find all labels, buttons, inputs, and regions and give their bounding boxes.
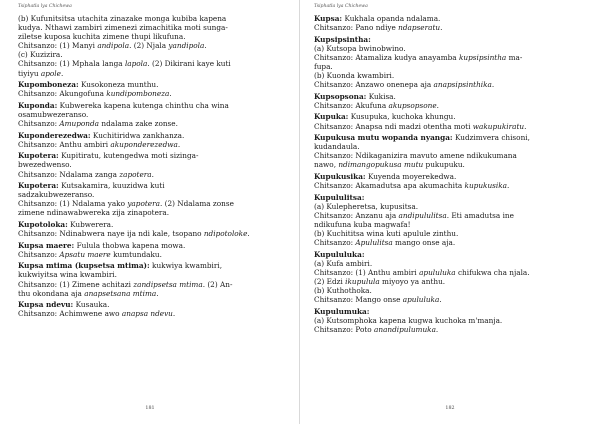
headword: Kupukusika: bbox=[314, 172, 366, 181]
text-run: Chitsanzo: (1) Mphala langa bbox=[18, 59, 125, 69]
dictionary-entry bbox=[314, 14, 584, 32]
dictionary-entry bbox=[18, 151, 289, 178]
text-run: Chitsanzo: (1) Manyi bbox=[18, 41, 98, 51]
text-run: Chitsanzo: Poto bbox=[314, 325, 375, 334]
entry-line bbox=[18, 59, 289, 68]
entry-line bbox=[314, 133, 584, 142]
text-run: Chitsanzo: bbox=[18, 249, 60, 259]
example-word: ndipotoloke bbox=[203, 229, 248, 239]
entry-line bbox=[314, 268, 584, 277]
entry-line bbox=[314, 193, 584, 202]
entry-line bbox=[18, 160, 289, 169]
entry-line bbox=[18, 289, 289, 298]
text-run: . bbox=[247, 229, 250, 239]
text-run: Chitsanzo: Ndalama zanga bbox=[18, 169, 120, 179]
text-run: . (2) An- bbox=[202, 279, 233, 289]
text-run: Kubwerera. bbox=[67, 219, 114, 229]
text-run: kumtundaku. bbox=[110, 249, 162, 259]
entry-line bbox=[18, 309, 289, 318]
text-run: . bbox=[60, 68, 64, 78]
entry-line bbox=[314, 202, 584, 211]
entry-line bbox=[314, 286, 584, 295]
text-run: ma- bbox=[506, 52, 523, 62]
headword: Kupotoloka: bbox=[18, 219, 68, 229]
example-word: kupsipsintha bbox=[458, 52, 507, 62]
text-run: (a) Kutsopa bwinobwino. bbox=[314, 43, 406, 53]
entry-line bbox=[314, 62, 584, 71]
text-run: Chitsanzo: (1) Ndalama yako bbox=[18, 199, 128, 209]
text-run: pukupuku. bbox=[423, 160, 465, 170]
example-word: kupukusika bbox=[464, 181, 508, 191]
entry-line bbox=[314, 307, 584, 316]
entry-line bbox=[18, 140, 289, 149]
dictionary-entry bbox=[18, 181, 289, 217]
text-run: . bbox=[172, 309, 176, 319]
entry-line bbox=[18, 89, 289, 98]
headword: Kupululuka: bbox=[314, 249, 365, 259]
entry-line bbox=[18, 261, 289, 270]
text-run: . Eti amadutsa ine bbox=[446, 210, 514, 220]
entry-line bbox=[314, 277, 584, 286]
example-word: ndimangopukusa mutu bbox=[338, 160, 424, 170]
entry-line bbox=[18, 151, 289, 160]
text-run: Kupitiratu, kutengedwa moti sizinga- bbox=[58, 151, 199, 161]
text-run: Kuchitiridwa zankhanza. bbox=[90, 130, 185, 140]
text-run: Kutsakamira, kuuzidwa kuti bbox=[58, 181, 165, 191]
entry-line bbox=[18, 250, 289, 259]
entry-line bbox=[314, 325, 584, 334]
entry-line bbox=[314, 316, 584, 325]
dictionary-entry bbox=[18, 131, 289, 149]
entry-line bbox=[18, 220, 289, 229]
text-run: kudya. Nthawi zambiri zimenezi zimachitika moti sunga- bbox=[18, 23, 228, 33]
dictionary-entry bbox=[18, 220, 289, 238]
text-run: (b) Kuonda kwambiri. bbox=[314, 71, 395, 81]
example-word: Apsatu maere bbox=[59, 249, 111, 259]
text-run: . bbox=[524, 121, 527, 131]
entry-line bbox=[314, 14, 584, 23]
entry-line bbox=[314, 220, 584, 229]
entry-line bbox=[314, 229, 584, 238]
headword: Kupsopsona: bbox=[314, 91, 367, 101]
text-run: Kuyenda moyerekedwa. bbox=[365, 172, 457, 181]
text-run: . bbox=[204, 41, 207, 51]
entry-line bbox=[314, 211, 584, 220]
text-run: Kubwereka kapena kutenga chinthu cha wina bbox=[57, 100, 229, 110]
example-word: akuponderezedwa bbox=[110, 139, 178, 149]
text-run: Chitsanzo: Anzanu aja bbox=[314, 210, 399, 220]
text-run: tiyiyu bbox=[18, 68, 41, 78]
text-run: Kudzimvera chisoni, bbox=[452, 133, 530, 143]
dictionary-entry bbox=[18, 241, 289, 259]
text-run: kudandaula. bbox=[314, 142, 360, 152]
entry-line bbox=[314, 172, 584, 181]
dictionary-entry bbox=[18, 261, 289, 297]
entry-line bbox=[18, 101, 289, 110]
text-run: Chitsanzo: Anapsa ndi madzi otentha moti bbox=[314, 121, 473, 131]
dictionary-entries bbox=[314, 14, 584, 334]
entry-line bbox=[18, 41, 289, 50]
text-run: Chitsanzo: Ndinabwera naye ija ndi kale, tsopano bbox=[18, 229, 204, 239]
entry-line bbox=[314, 160, 584, 169]
example-word: apululuka bbox=[402, 295, 440, 305]
entry-line bbox=[314, 259, 584, 268]
text-run: Chitsanzo: Pano ndiye bbox=[314, 23, 399, 33]
text-run: Chitsanzo: Achimwene awo bbox=[18, 309, 122, 319]
text-run: (b) Kuchititsa wina kuti apulule zinthu. bbox=[314, 229, 459, 239]
text-run: . (2) Njala bbox=[129, 41, 169, 51]
headword: Kupotera: bbox=[18, 151, 59, 161]
example-word: ikupulula bbox=[345, 277, 380, 287]
example-word: anapsetsana mtima bbox=[84, 288, 157, 298]
text-run: (a) Kufa ambiri. bbox=[314, 258, 373, 268]
entry-line bbox=[18, 23, 289, 32]
example-word: apululuka bbox=[419, 267, 456, 277]
text-run: osamubwezeranso. bbox=[18, 109, 89, 119]
entry-line bbox=[18, 208, 289, 217]
headword: Kupulumuka: bbox=[314, 306, 370, 316]
example-word: anapsa ndevu bbox=[121, 309, 173, 319]
example-word: ndapseratu bbox=[398, 23, 441, 33]
dictionary-entries bbox=[18, 14, 289, 318]
text-run: (a) Kutsomphoka kapena kugwa kuchoka m'manja. bbox=[314, 315, 503, 325]
running-header: Tsiphatla lya Chichewa bbox=[314, 4, 368, 9]
dictionary-entry bbox=[314, 92, 584, 110]
example-word: lapola bbox=[124, 59, 148, 69]
text-run: . bbox=[439, 295, 442, 305]
example-word: zapotera bbox=[119, 169, 152, 179]
headword: Kuponderezedwa: bbox=[18, 130, 91, 140]
entry-line bbox=[314, 181, 584, 190]
example-word: Amuponda bbox=[59, 119, 100, 129]
headword: Kupuka: bbox=[314, 112, 349, 122]
text-run: . bbox=[177, 139, 181, 149]
page-number: 181 bbox=[145, 406, 155, 411]
entry-line bbox=[18, 119, 289, 128]
text-run: Chitsanzo: bbox=[314, 238, 356, 248]
text-run: Chitsanzo: Akungofuna bbox=[18, 89, 107, 99]
headword: Kupomboneza: bbox=[18, 80, 79, 90]
example-word: yapotera bbox=[127, 199, 160, 209]
text-run: fupa. bbox=[314, 61, 333, 71]
entry-line bbox=[314, 23, 584, 32]
entry-line bbox=[314, 44, 584, 53]
dictionary-entry bbox=[18, 101, 289, 128]
example-word: andipululitsa bbox=[398, 210, 447, 220]
right-page bbox=[300, 0, 600, 424]
dictionary-entry bbox=[314, 307, 584, 334]
text-run: Chitsanzo: Anthu ambiri bbox=[18, 139, 111, 149]
entry-line bbox=[18, 181, 289, 190]
headword: Kupsipsintha: bbox=[314, 34, 371, 44]
entry-line bbox=[18, 69, 289, 78]
text-run: . bbox=[151, 169, 154, 179]
text-run: . bbox=[436, 100, 439, 110]
entry-line bbox=[18, 80, 289, 89]
text-run: (c) Kuzizira. bbox=[18, 50, 63, 60]
text-run: ndikufuna kuba magwafa! bbox=[314, 219, 411, 229]
text-run: mango onse aja. bbox=[392, 238, 456, 248]
headword: Kupsa: bbox=[314, 14, 343, 23]
dictionary-entry bbox=[314, 35, 584, 90]
entry-line bbox=[314, 238, 584, 247]
text-run: Kusauka. bbox=[73, 300, 110, 310]
example-word: wakupukiratu bbox=[472, 121, 525, 131]
text-run: (a) Kulepheretsa, kupusitsa. bbox=[314, 201, 419, 211]
headword: Kupsa mtima (kupsetsa mtima): bbox=[18, 261, 150, 271]
text-run: nawo, bbox=[314, 160, 339, 170]
dictionary-entry bbox=[18, 80, 289, 98]
text-run: Chitsanzo: Atamaliza kudya anayamba bbox=[314, 52, 459, 62]
example-word: kundipomboneza bbox=[106, 89, 170, 99]
text-run: . (2) Dikirani kaye kuti bbox=[147, 59, 231, 69]
entry-line bbox=[18, 270, 289, 279]
entry-line bbox=[18, 229, 289, 238]
entry-line bbox=[18, 280, 289, 289]
text-run: kukwiyitsa wina kwambiri. bbox=[18, 270, 117, 280]
entry-line bbox=[18, 190, 289, 199]
entry-line bbox=[314, 151, 584, 160]
text-run: Kukhala opanda ndalama. bbox=[342, 14, 441, 23]
dictionary-entry bbox=[314, 133, 584, 169]
entry-line bbox=[314, 71, 584, 80]
text-run: Chitsanzo: Mango onse bbox=[314, 295, 403, 305]
text-run: Fulula thobwa kapena mowa. bbox=[74, 240, 186, 250]
text-run: Chitsanzo: Akufuna bbox=[314, 100, 389, 110]
text-run: Kusupuka, kuchoka khungu. bbox=[348, 112, 456, 122]
text-run: (b) Kuthothoka. bbox=[314, 286, 372, 296]
entry-line bbox=[18, 110, 289, 119]
headword: Kupukusa mutu wopanda nyanga: bbox=[314, 133, 453, 143]
entry-line bbox=[314, 122, 584, 131]
text-run: . bbox=[156, 288, 159, 298]
text-run: . bbox=[169, 89, 172, 99]
text-run: Chitsanzo: Ndikaganizira mavuto amene ndikukumana bbox=[314, 151, 517, 161]
entry-line bbox=[18, 14, 289, 23]
text-run: Kukisa. bbox=[366, 91, 396, 101]
text-run: Chitsanzo: bbox=[18, 119, 60, 129]
example-word: Apululitsa bbox=[355, 238, 393, 248]
dictionary-entry bbox=[18, 14, 289, 78]
example-word: anapsipsinthika bbox=[433, 80, 492, 90]
page-number: 182 bbox=[445, 406, 455, 411]
entry-line bbox=[314, 295, 584, 304]
text-run: thu okondana aja bbox=[18, 288, 85, 298]
text-run: ziletse kuposa kuchita zimene thupi likufuna. bbox=[18, 32, 186, 42]
text-run: miyoyo ya anthu. bbox=[379, 277, 446, 287]
dictionary-entry bbox=[314, 112, 584, 130]
example-word: zandipsetsa mtima bbox=[133, 279, 203, 289]
text-run: kukwiya kwambiri, bbox=[149, 261, 223, 271]
text-run: . bbox=[507, 181, 510, 191]
example-word: akupsopsone bbox=[388, 100, 437, 110]
entry-line bbox=[18, 241, 289, 250]
entry-line bbox=[314, 80, 584, 89]
example-word: anandipulumuka bbox=[374, 325, 436, 334]
entry-line bbox=[314, 92, 584, 101]
entry-line bbox=[314, 142, 584, 151]
text-run: Chitsanzo: Anzawo onenepa aja bbox=[314, 80, 434, 90]
headword: Kuponda: bbox=[18, 100, 58, 110]
text-run: chifukwa cha njala. bbox=[455, 267, 530, 277]
dictionary-entry bbox=[314, 250, 584, 305]
text-run: Chitsanzo: (1) Zimene achitazi bbox=[18, 279, 134, 289]
example-word: andipola bbox=[97, 41, 130, 51]
headword: Kupotera: bbox=[18, 181, 59, 191]
text-run: . bbox=[440, 23, 443, 33]
entry-line bbox=[18, 131, 289, 140]
text-run: . (2) Ndalama zonse bbox=[159, 199, 234, 209]
text-run: ndalama zake zonse. bbox=[99, 119, 178, 129]
example-word: yandipola bbox=[168, 41, 205, 51]
text-run: zimene ndinawabwereka zija zinapotera. bbox=[18, 208, 170, 218]
text-run: . bbox=[435, 325, 439, 334]
example-word: apole bbox=[40, 68, 61, 78]
entry-line bbox=[18, 32, 289, 41]
text-run: sadzakubwezeranso. bbox=[18, 190, 95, 200]
text-run: (2) Edzi bbox=[314, 277, 346, 287]
headword: Kupsa maere: bbox=[18, 240, 75, 250]
entry-line bbox=[18, 300, 289, 309]
dictionary-entry bbox=[314, 193, 584, 248]
dictionary-entry bbox=[314, 172, 584, 190]
dictionary-entry bbox=[18, 300, 289, 318]
text-run: bwezedwenso. bbox=[18, 160, 72, 170]
entry-line bbox=[314, 250, 584, 259]
text-run: Chitsanzo: (1) Anthu ambiri bbox=[314, 267, 420, 277]
text-run: Chitsanzo: Akamadutsa apa akumachita bbox=[314, 181, 465, 191]
entry-line bbox=[18, 170, 289, 179]
headword: Kupsa ndevu: bbox=[18, 300, 74, 310]
text-run: (b) Kufunitsitsa utachita zinazake monga kubiba kapena bbox=[18, 14, 227, 23]
entry-line bbox=[18, 50, 289, 59]
entry-line bbox=[18, 199, 289, 208]
headword: Kupululitsa: bbox=[314, 192, 365, 202]
running-header: Tsiphatla lya Chichewa bbox=[18, 4, 72, 9]
text-run: Kusokoneza munthu. bbox=[78, 80, 159, 90]
entry-line bbox=[314, 112, 584, 121]
entry-line bbox=[314, 35, 584, 44]
entry-line bbox=[314, 101, 584, 110]
entry-line bbox=[314, 53, 584, 62]
text-run: . bbox=[491, 80, 495, 90]
